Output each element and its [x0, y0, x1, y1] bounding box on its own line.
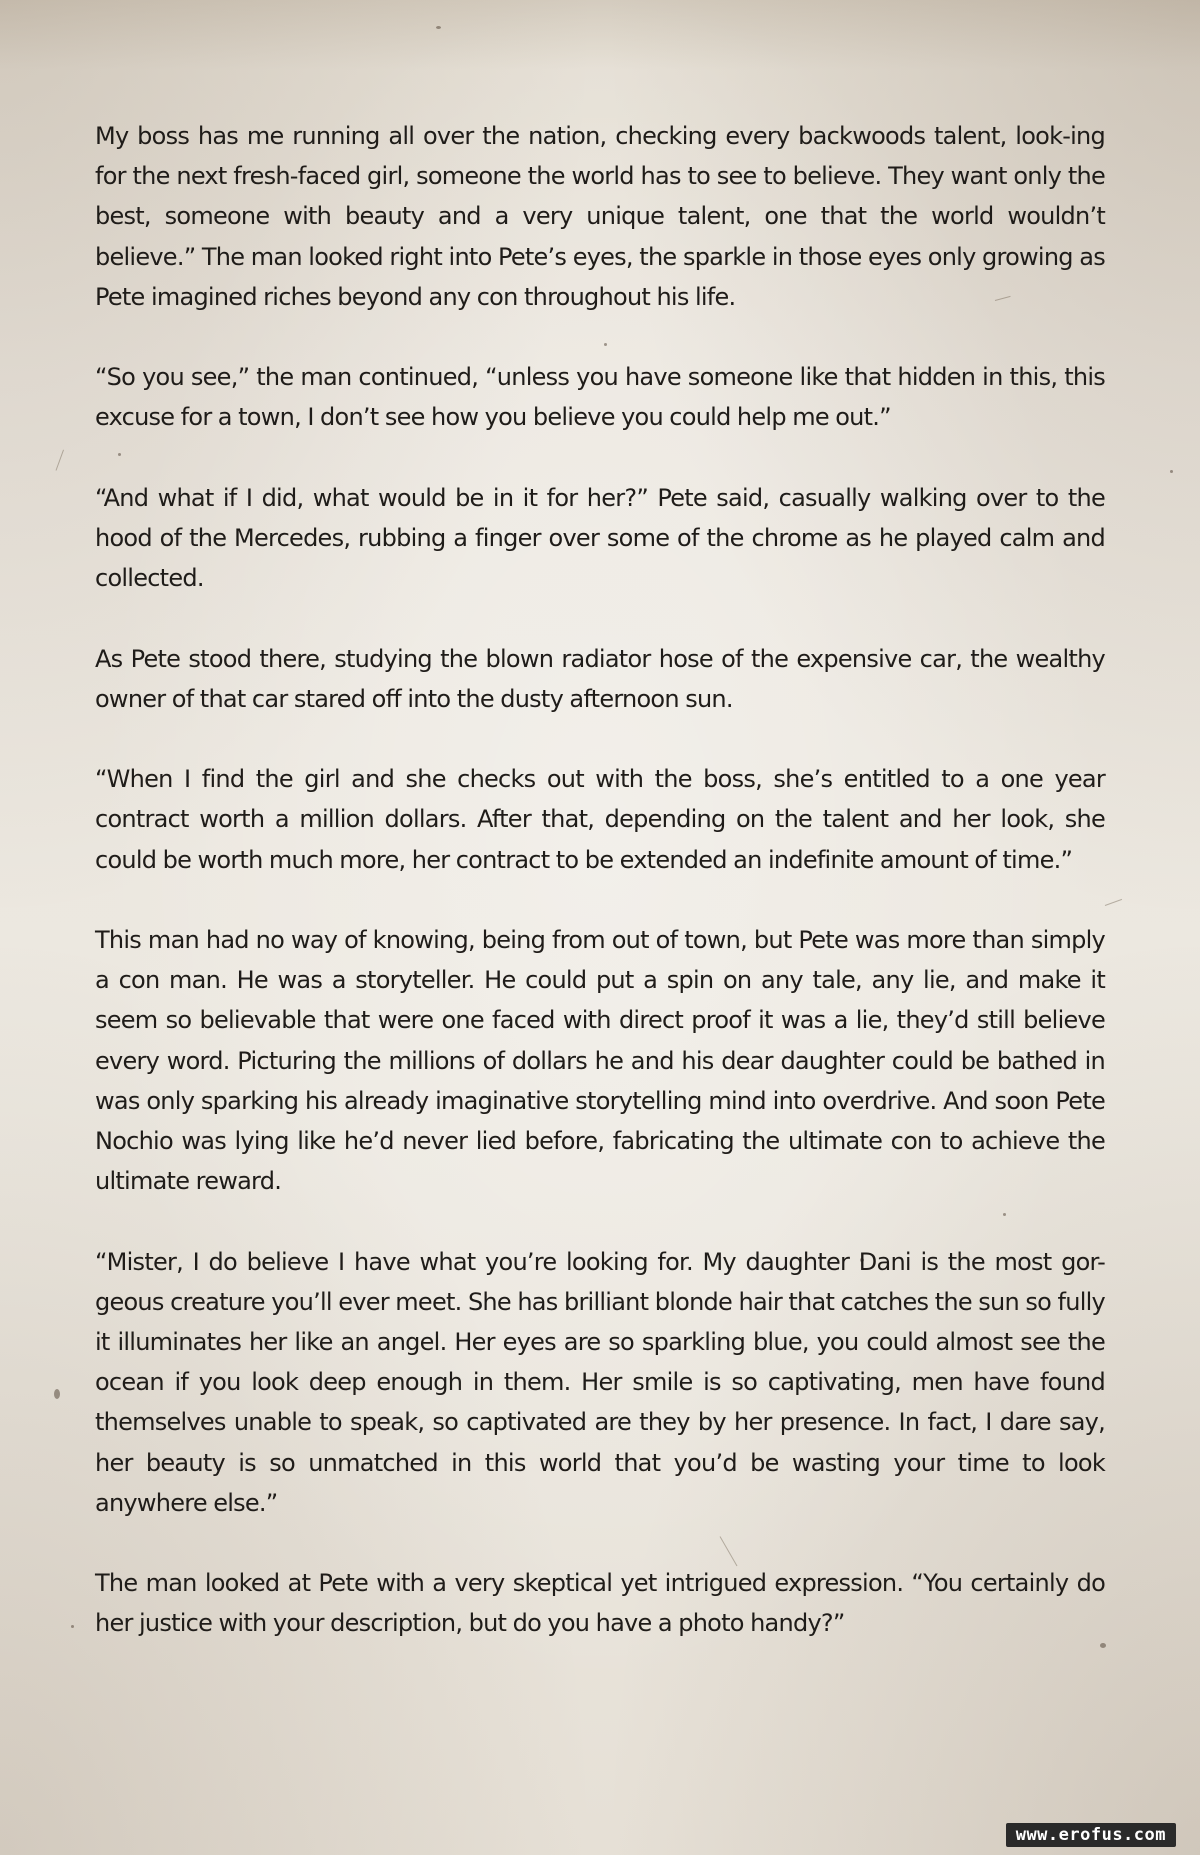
story-text: [95, 116, 1105, 1684]
paragraph: The man looked at Pete with a very skeptical yet intrigued expression. “You certainly do her justice with your description, but do you have a photo handy?”: [95, 1569, 1105, 1638]
paper-speck: [1170, 470, 1173, 473]
paper-speck: [71, 1625, 74, 1628]
paragraph: “When I find the girl and she checks out with the boss, she’s entitled to a one year contract worth a million dollars. After that, depending on the talent and her look, she could be worth much more, her contract to be extended an indefinite amount of time.”: [95, 765, 1105, 874]
paper-scratch: [1105, 899, 1122, 906]
paragraph: As Pete stood there, studying the blown radiator hose of the expensive car, the wealthy owner of that car stared off into the dusty afternoon sun.: [95, 644, 1105, 713]
paper-speck: [436, 26, 441, 29]
paragraph: “Mister, I do believe I have what you’re looking for. My daughter Dani is the most gor-geous creature you’ll ever meet. She has brilliant blonde hair that catches the sun so fully it illuminates her like an angel. Her eyes are so sparkling blue, you could almost see the ocean if you look deep enough in them. Her smile is so captivating, men have found themselves unable to speak, so captivated are they by her presence. In fact, I dare say, her beauty is so unmatched in this world that you’d be wasting your time to look anywhere else.”: [95, 1247, 1105, 1517]
site-watermark: www.erofus.com: [1006, 1823, 1176, 1847]
paragraph: “So you see,” the man continued, “unless you have someone like that hidden in this, this excuse for a town, I don’t see how you believe you could help me out.”: [95, 363, 1105, 432]
paragraph: My boss has me running all over the nation, checking every backwoods talent, look-ing for the next fresh-faced girl, someone the world has to see to believe. They want only the best, someone with beauty and a very unique talent, one that the world wouldn’t believe.” The man looked right into Pete’s eyes, the sparkle in those eyes only growing as Pete imagined riches beyond any con throughout his life.: [95, 122, 1105, 311]
paper-speck: [54, 1389, 60, 1399]
paper-scratch: [56, 450, 64, 471]
paragraph: “And what if I did, what would be in it for her?” Pete said, casually walking over to the hood of the Mercedes, rubbing a finger over some of the chrome as he played calm and collected.: [95, 483, 1105, 593]
paper-edge-stain: [0, 0, 1200, 70]
paragraph: This man had no way of knowing, being from out of town, but Pete was more than simply a con man. He was a storyteller. He could put a spin on any tale, any lie, and make it seem so believable that were one faced with direct proof it was a lie, they’d still believe every word. Picturing the millions of dollars he and his dear daughter could be bathed in was only sparking his already imaginative storytelling mind into overdrive. And soon Pete Nochio was lying like he’d never lied before, fabricating the ultimate con to achieve the ultimate reward.: [95, 925, 1105, 1196]
